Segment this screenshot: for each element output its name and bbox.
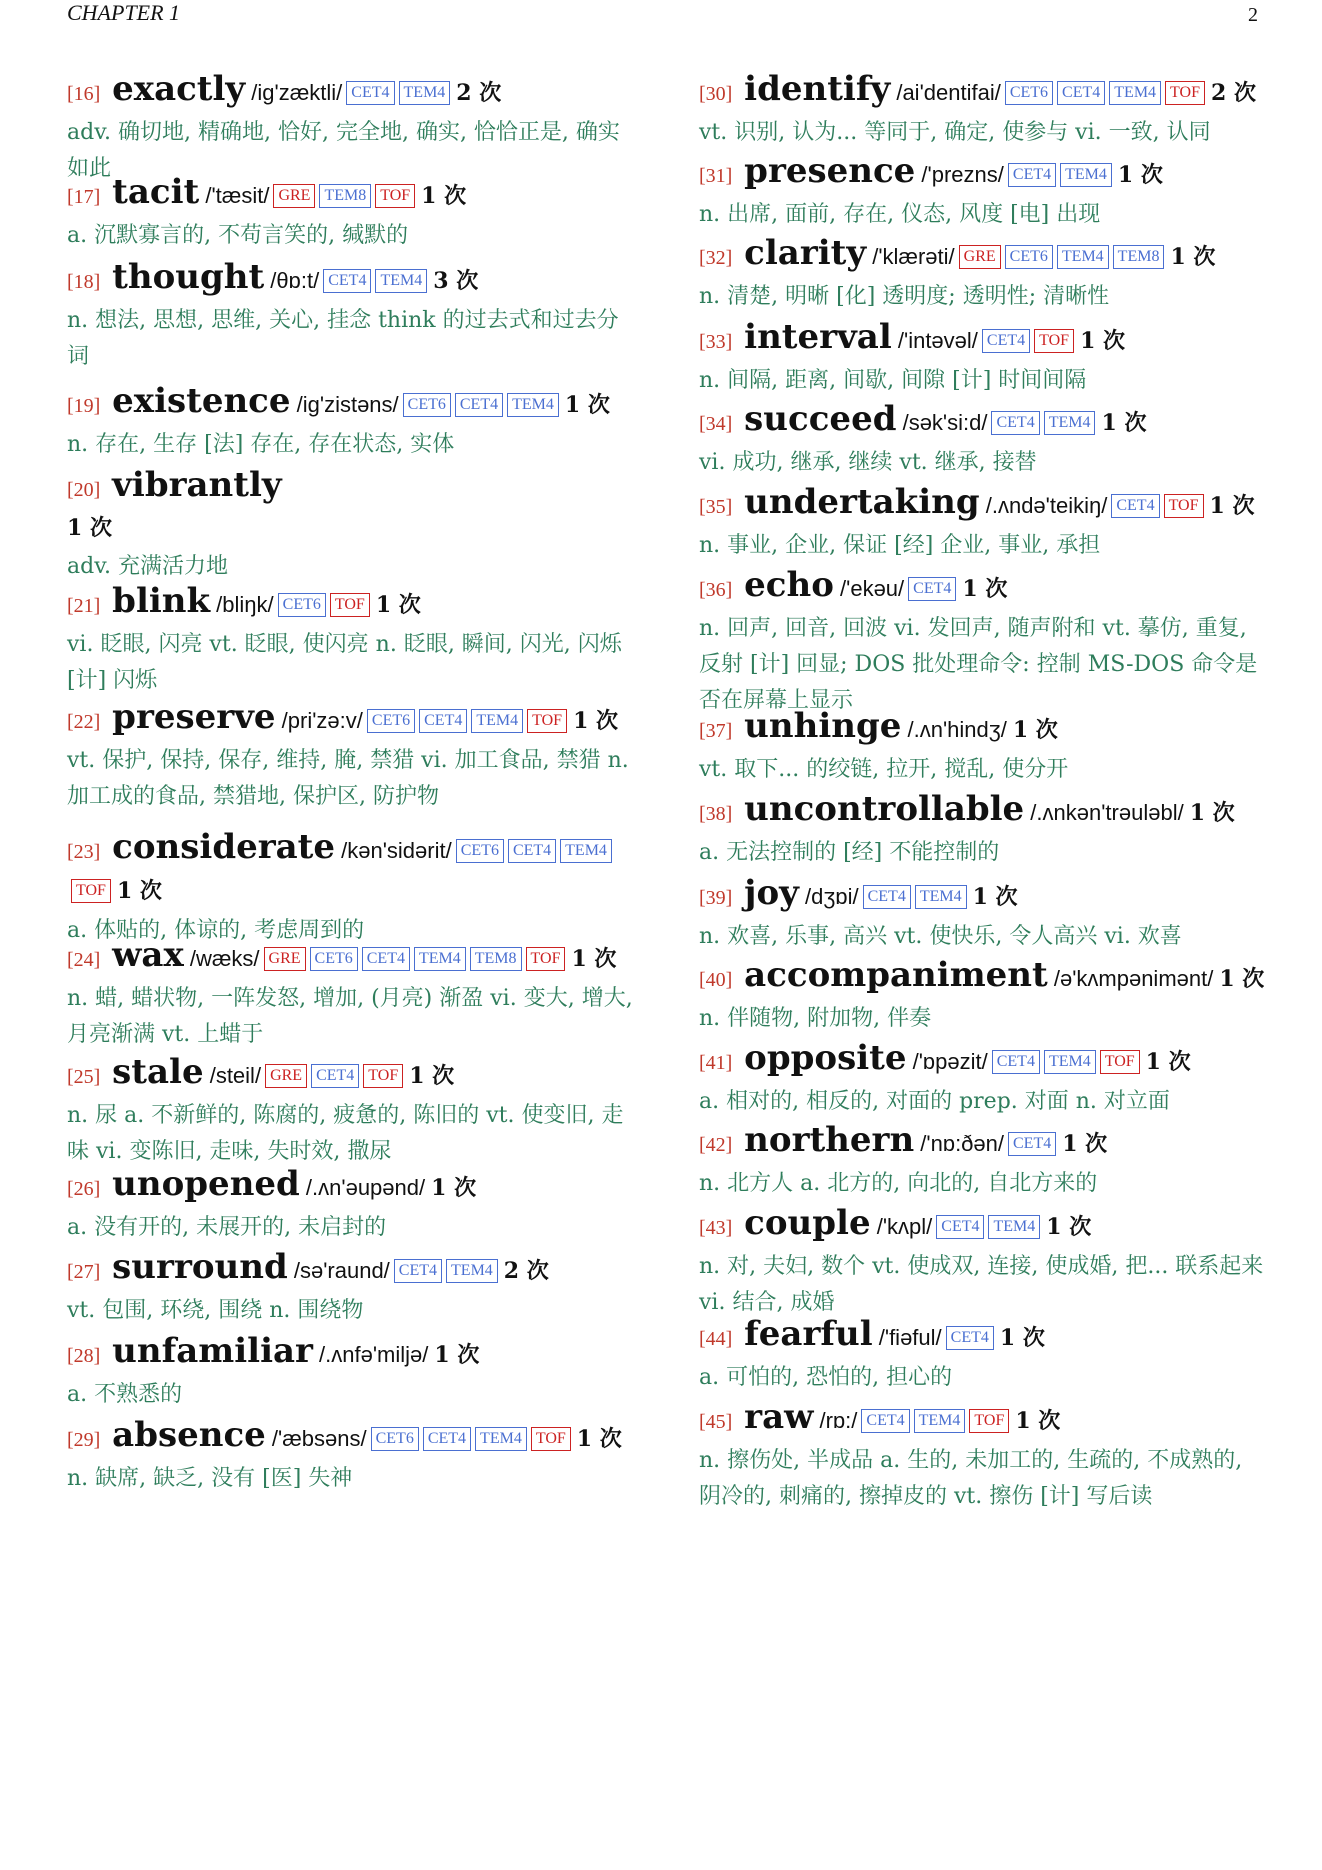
definition: a. 相对的, 相反的, 对面的 prep. 对面 n. 对立面 xyxy=(699,1089,1170,1114)
entry-number: [36] xyxy=(699,579,733,601)
word-entry xyxy=(67,1332,637,1413)
entry-number: [28] xyxy=(67,1345,101,1367)
headword: unhinge xyxy=(732,706,902,746)
headword: uncontrollable xyxy=(732,789,1025,829)
occurrence-count: 1 次 xyxy=(1145,1049,1191,1075)
definition: n. 存在, 生存 [法] 存在, 存在状态, 实体 xyxy=(67,432,455,457)
exam-tag: TOF xyxy=(526,947,566,971)
exam-tag: CET4 xyxy=(423,1427,471,1451)
pronunciation: /'klærəti/ xyxy=(866,244,955,269)
occurrence-count: 1 次 xyxy=(421,183,467,209)
headword: preserve xyxy=(100,697,276,737)
definition: n. 回声, 回音, 回波 vi. 发回声, 随声附和 vt. 摹仿, 重复, 反射 [计] 回显; DOS 批处理命令: 控制 MS-DOS 命令是否在屏幕上显示 xyxy=(699,616,1258,713)
definition: vt. 保护, 保持, 保存, 维持, 腌, 禁猎 vi. 加工食品, 禁猎 n. 加工成的食品, 禁猎地, 保护区, 防护物 xyxy=(67,748,629,809)
pronunciation: /ə'kʌmpənimənt/ xyxy=(1047,966,1214,991)
entry-head xyxy=(699,70,1269,114)
headword: considerate xyxy=(100,827,336,867)
word-entry xyxy=(67,258,637,375)
pronunciation: /wæks/ xyxy=(183,946,260,971)
exam-tag: CET4 xyxy=(323,269,371,293)
word-entry xyxy=(699,956,1269,1037)
exam-tag: TOF xyxy=(531,1427,571,1451)
entry-number: [25] xyxy=(67,1066,101,1088)
word-entry xyxy=(67,173,637,254)
entry-number: [30] xyxy=(699,83,733,105)
exam-tag: CET4 xyxy=(946,1326,994,1350)
entry-number: [21] xyxy=(67,595,101,617)
pronunciation: /.ʌn'əupənd/ xyxy=(299,1175,426,1200)
exam-tag: TEM4 xyxy=(1057,245,1109,269)
headword: couple xyxy=(732,1203,871,1243)
exam-tag: CET4 xyxy=(936,1215,984,1239)
entry-head xyxy=(699,483,1269,527)
occurrence-count: 1 次 xyxy=(1209,493,1255,519)
definition: n. 出席, 面前, 存在, 仪态, 风度 [电] 出现 xyxy=(699,202,1101,227)
entry-number: [33] xyxy=(699,331,733,353)
pronunciation: /.ʌndə'teikiŋ/ xyxy=(979,493,1108,518)
pronunciation: /rɒ:/ xyxy=(813,1408,858,1433)
exam-tag: CET4 xyxy=(394,1259,442,1283)
pronunciation: /'æbsəns/ xyxy=(265,1426,367,1451)
pronunciation: /ig'zæktli/ xyxy=(245,80,343,105)
exam-tag: CET4 xyxy=(1057,81,1105,105)
word-entry xyxy=(67,466,637,585)
occurrence-count: 1 次 xyxy=(67,515,112,541)
definition: n. 事业, 企业, 保证 [经] 企业, 事业, 承担 xyxy=(699,533,1101,558)
entry-head xyxy=(699,1315,1269,1359)
exam-tag: CET6 xyxy=(1005,81,1053,105)
occurrence-count: 2 次 xyxy=(456,80,502,106)
count-line xyxy=(67,510,637,548)
entry-number: [18] xyxy=(67,271,101,293)
definition: vt. 识别, 认为... 等同于, 确定, 使参与 vi. 一致, 认同 xyxy=(699,120,1211,145)
definition: n. 对, 夫妇, 数个 vt. 使成双, 连接, 使成婚, 把... 联系起来 vi. 结合, 成婚 xyxy=(699,1254,1264,1315)
exam-tag: TEM4 xyxy=(1109,81,1161,105)
definition: n. 欢喜, 乐事, 高兴 vt. 使快乐, 令人高兴 vi. 欢喜 xyxy=(699,924,1182,949)
word-entry xyxy=(699,1039,1269,1120)
word-entry xyxy=(699,1315,1269,1396)
entry-number: [26] xyxy=(67,1178,101,1200)
pronunciation: /'kʌpl/ xyxy=(870,1214,933,1239)
exam-tag: TOF xyxy=(330,593,370,617)
exam-tag: CET4 xyxy=(991,411,1039,435)
exam-tag: CET4 xyxy=(508,839,556,863)
headword: absence xyxy=(100,1415,266,1455)
pronunciation: /'prezns/ xyxy=(915,162,1004,187)
exam-tag: TEM4 xyxy=(375,269,427,293)
occurrence-count: 3 次 xyxy=(433,268,479,294)
entry-head xyxy=(67,1416,637,1460)
pronunciation: /'tæsit/ xyxy=(199,183,270,208)
entry-number: [31] xyxy=(699,165,733,187)
exam-tag: CET4 xyxy=(1008,1132,1056,1156)
exam-tag: GRE xyxy=(265,1064,307,1088)
exam-tag: TEM4 xyxy=(1044,411,1096,435)
entry-number: [22] xyxy=(67,711,101,733)
exam-tag: CET4 xyxy=(908,577,956,601)
exam-tag: TOF xyxy=(527,709,567,733)
occurrence-count: 1 次 xyxy=(564,392,610,418)
entry-number: [20] xyxy=(67,479,101,501)
entry-number: [37] xyxy=(699,720,733,742)
word-entry xyxy=(699,400,1269,481)
headword: vibrantly xyxy=(100,465,282,505)
occurrence-count: 1 次 xyxy=(972,884,1018,910)
exam-tag: TEM4 xyxy=(475,1427,527,1451)
occurrence-count: 1 次 xyxy=(962,576,1008,602)
exam-tag: TEM4 xyxy=(446,1259,498,1283)
entry-number: [43] xyxy=(699,1217,733,1239)
occurrence-count: 1 次 xyxy=(1012,717,1058,743)
definition: vt. 包围, 环绕, 围绕 n. 围绕物 xyxy=(67,1298,364,1323)
exam-tag: TOF xyxy=(1100,1050,1140,1074)
word-entry xyxy=(699,707,1269,788)
entry-number: [38] xyxy=(699,803,733,825)
entry-number: [45] xyxy=(699,1411,733,1433)
headword: existence xyxy=(100,381,291,421)
entry-number: [41] xyxy=(699,1052,733,1074)
word-entry xyxy=(699,1398,1269,1515)
exam-tag: CET4 xyxy=(982,329,1030,353)
entry-number: [19] xyxy=(67,395,101,417)
definition: a. 没有开的, 未展开的, 未启封的 xyxy=(67,1215,387,1240)
exam-tag: GRE xyxy=(959,245,1001,269)
pronunciation: /ai'dentifai/ xyxy=(890,80,1001,105)
entry-head xyxy=(699,956,1269,1000)
pronunciation: /'nɒ:ðən/ xyxy=(914,1131,1004,1156)
word-entry xyxy=(67,1248,637,1329)
definition: n. 尿 a. 不新鲜的, 陈腐的, 疲惫的, 陈旧的 vt. 使变旧, 走味 vi. 变陈旧, 走味, 失时效, 撒尿 xyxy=(67,1103,624,1164)
definition: n. 缺席, 缺乏, 没有 [医] 失神 xyxy=(67,1466,353,1491)
entry-number: [23] xyxy=(67,841,101,863)
word-entry xyxy=(67,1165,637,1246)
pronunciation: /'ekəu/ xyxy=(833,576,905,601)
entry-head xyxy=(67,1332,637,1376)
headword: echo xyxy=(732,565,834,605)
occurrence-count: 1 次 xyxy=(1080,328,1126,354)
definition: vi. 成功, 继承, 继续 vt. 继承, 接替 xyxy=(699,450,1037,475)
headword: tacit xyxy=(100,172,200,212)
headword: opposite xyxy=(732,1038,907,1078)
occurrence-count: 1 次 xyxy=(573,708,619,734)
entry-number: [44] xyxy=(699,1328,733,1350)
word-entry xyxy=(699,70,1269,151)
exam-tag: CET6 xyxy=(310,947,358,971)
headword: blink xyxy=(100,581,211,621)
definition: vt. 取下... 的绞链, 拉开, 搅乱, 使分开 xyxy=(699,757,1069,782)
occurrence-count: 1 次 xyxy=(1219,966,1265,992)
exam-tag: TEM8 xyxy=(319,184,371,208)
entry-number: [34] xyxy=(699,413,733,435)
occurrence-count: 1 次 xyxy=(1117,162,1163,188)
entry-head xyxy=(699,790,1269,834)
entry-head xyxy=(699,234,1269,278)
pronunciation: /'intəvəl/ xyxy=(891,328,978,353)
exam-tag: CET4 xyxy=(992,1050,1040,1074)
entry-head xyxy=(67,70,637,114)
definition: a. 无法控制的 [经] 不能控制的 xyxy=(699,840,1000,865)
definition: n. 伴随物, 附加物, 伴奏 xyxy=(699,1006,932,1031)
entry-number: [16] xyxy=(67,83,101,105)
entry-head xyxy=(67,382,637,426)
entry-head xyxy=(699,1121,1269,1165)
headword: unfamiliar xyxy=(100,1331,313,1371)
definition: n. 擦伤处, 半成品 a. 生的, 未加工的, 生疏的, 不成熟的, 阴冷的, 刺痛的, 擦掉皮的 vt. 擦伤 [计] 写后读 xyxy=(699,1448,1243,1509)
pronunciation: /dʒɒi/ xyxy=(798,884,859,909)
word-entry xyxy=(699,1121,1269,1202)
occurrence-count: 2 次 xyxy=(1210,80,1256,106)
exam-tag: CET4 xyxy=(1111,494,1159,518)
entry-number: [40] xyxy=(699,969,733,991)
occurrence-count: 1 次 xyxy=(1101,410,1147,436)
definition: a. 不熟悉的 xyxy=(67,1382,183,1407)
exam-tag: TOF xyxy=(363,1064,403,1088)
occurrence-count: 1 次 xyxy=(1015,1408,1061,1434)
entry-head xyxy=(699,152,1269,196)
occurrence-count: 1 次 xyxy=(1189,800,1235,826)
exam-tag: CET4 xyxy=(863,885,911,909)
entry-head xyxy=(67,173,637,217)
entry-head xyxy=(699,400,1269,444)
exam-tag: TEM4 xyxy=(471,709,523,733)
exam-tag: TOF xyxy=(1034,329,1074,353)
headword: clarity xyxy=(732,233,867,273)
entry-number: [27] xyxy=(67,1261,101,1283)
exam-tag: TOF xyxy=(969,1409,1009,1433)
definition: n. 间隔, 距离, 间歇, 间隙 [计] 时间间隔 xyxy=(699,368,1087,393)
word-entry xyxy=(67,698,637,815)
exam-tag: TEM4 xyxy=(507,393,559,417)
entry-head xyxy=(67,828,637,912)
definition: vi. 眨眼, 闪亮 vt. 眨眼, 使闪亮 n. 眨眼, 瞬间, 闪光, 闪烁 [计] 闪烁 xyxy=(67,632,622,693)
exam-tag: TEM4 xyxy=(1044,1050,1096,1074)
definition: a. 沉默寡言的, 不苟言笑的, 缄默的 xyxy=(67,223,409,248)
entry-head xyxy=(67,1165,637,1209)
occurrence-count: 1 次 xyxy=(571,946,617,972)
exam-tag: CET6 xyxy=(456,839,504,863)
pronunciation: /sək'si:d/ xyxy=(896,410,988,435)
exam-tag: TOF xyxy=(375,184,415,208)
entry-number: [32] xyxy=(699,247,733,269)
headword: unopened xyxy=(100,1164,300,1204)
pronunciation: /'fiəful/ xyxy=(872,1325,942,1350)
entry-head xyxy=(699,707,1269,751)
word-entry xyxy=(67,1416,637,1497)
definition: a. 体贴的, 体谅的, 考虑周到的 xyxy=(67,918,365,943)
definition: n. 清楚, 明晰 [化] 透明度; 透明性; 清晰性 xyxy=(699,284,1110,309)
exam-tag: TOF xyxy=(1164,494,1204,518)
definition: n. 北方人 a. 北方的, 向北的, 自北方来的 xyxy=(699,1171,1098,1196)
word-entry xyxy=(699,1204,1269,1321)
exam-tag: TEM4 xyxy=(915,885,967,909)
headword: stale xyxy=(100,1052,204,1092)
entry-number: [35] xyxy=(699,496,733,518)
exam-tag: CET4 xyxy=(419,709,467,733)
exam-tag: TEM8 xyxy=(470,947,522,971)
occurrence-count: 1 次 xyxy=(576,1426,622,1452)
word-entry xyxy=(67,70,637,187)
exam-tag: GRE xyxy=(273,184,315,208)
occurrence-count: 1 次 xyxy=(1170,244,1216,270)
pronunciation: /steil/ xyxy=(203,1063,262,1088)
word-entry xyxy=(67,382,637,463)
pronunciation: /.ʌnfə'miljə/ xyxy=(312,1342,429,1367)
entry-head xyxy=(699,1039,1269,1083)
exam-tag: TOF xyxy=(1165,81,1205,105)
headword: raw xyxy=(732,1397,814,1437)
headword: exactly xyxy=(100,69,246,109)
exam-tag: CET6 xyxy=(278,593,326,617)
entry-head xyxy=(67,1053,637,1097)
occurrence-count: 1 次 xyxy=(1062,1131,1108,1157)
headword: surround xyxy=(100,1247,288,1287)
headword: succeed xyxy=(732,399,897,439)
exam-tag: TEM4 xyxy=(988,1215,1040,1239)
headword: joy xyxy=(732,873,799,913)
word-entry xyxy=(699,152,1269,233)
word-entry xyxy=(699,874,1269,955)
headword: presence xyxy=(732,151,916,191)
word-entry xyxy=(699,790,1269,871)
headword: accompaniment xyxy=(732,955,1048,995)
headword: wax xyxy=(100,935,184,975)
exam-tag: CET4 xyxy=(455,393,503,417)
pronunciation: /bliŋk/ xyxy=(210,592,274,617)
definition: a. 可怕的, 恐怕的, 担心的 xyxy=(699,1365,953,1390)
occurrence-count: 1 次 xyxy=(999,1325,1045,1351)
exam-tag: TOF xyxy=(71,879,111,903)
chapter-title: CHAPTER 1 xyxy=(67,0,181,25)
occurrence-count: 1 次 xyxy=(1046,1214,1092,1240)
entry-head xyxy=(67,1248,637,1292)
word-entry xyxy=(699,234,1269,315)
exam-tag: CET6 xyxy=(1005,245,1053,269)
headword: interval xyxy=(732,317,892,357)
exam-tag: TEM4 xyxy=(414,947,466,971)
pronunciation: /ig'zistəns/ xyxy=(290,392,399,417)
exam-tag: GRE xyxy=(264,947,306,971)
occurrence-count: 1 次 xyxy=(375,592,421,618)
entry-head xyxy=(67,582,637,626)
exam-tag: CET4 xyxy=(346,81,394,105)
exam-tag: TEM4 xyxy=(1060,163,1112,187)
entry-head xyxy=(67,936,637,980)
entry-number: [17] xyxy=(67,186,101,208)
occurrence-count: 2 次 xyxy=(503,1258,549,1284)
entry-head xyxy=(67,466,637,510)
headword: fearful xyxy=(732,1314,873,1354)
definition: n. 蜡, 蜡状物, 一阵发怒, 增加, (月亮) 渐盈 vi. 变大, 增大, 月亮渐满 vt. 上蜡于 xyxy=(67,986,633,1047)
pronunciation: /kən'sidərit/ xyxy=(335,838,452,863)
entry-number: [24] xyxy=(67,949,101,971)
occurrence-count: 1 次 xyxy=(431,1175,477,1201)
exam-tag: TEM4 xyxy=(560,839,612,863)
entry-head xyxy=(699,1398,1269,1442)
word-entry xyxy=(67,828,637,949)
definition: n. 想法, 思想, 思维, 关心, 挂念 think 的过去式和过去分词 xyxy=(67,308,619,369)
definition: adv. 确切地, 精确地, 恰好, 完全地, 确实, 恰恰正是, 确实如此 xyxy=(67,120,620,181)
exam-tag: CET6 xyxy=(371,1427,419,1451)
page-number: 2 xyxy=(1248,4,1258,26)
word-entry xyxy=(699,566,1269,719)
exam-tag: TEM4 xyxy=(399,81,451,105)
word-entry xyxy=(699,318,1269,399)
headword: undertaking xyxy=(732,482,980,522)
headword: identify xyxy=(732,69,891,109)
exam-tag: CET4 xyxy=(311,1064,359,1088)
entry-head xyxy=(699,566,1269,610)
exam-tag: TEM8 xyxy=(1113,245,1165,269)
entry-number: [29] xyxy=(67,1429,101,1451)
headword: thought xyxy=(100,257,265,297)
word-entry xyxy=(67,1053,637,1170)
exam-tag: CET6 xyxy=(367,709,415,733)
occurrence-count: 1 次 xyxy=(116,878,162,904)
pronunciation: /'ɒpəzit/ xyxy=(906,1049,988,1074)
occurrence-count: 1 次 xyxy=(409,1063,455,1089)
headword: northern xyxy=(732,1120,915,1160)
exam-tag: TEM4 xyxy=(914,1409,966,1433)
word-entry xyxy=(67,582,637,699)
entry-head xyxy=(699,318,1269,362)
definition: adv. 充满活力地 xyxy=(67,554,229,579)
pronunciation: /.ʌn'hindʒ/ xyxy=(901,717,1007,742)
entry-number: [39] xyxy=(699,887,733,909)
occurrence-count: 1 次 xyxy=(434,1342,480,1368)
word-entry xyxy=(699,483,1269,564)
entry-head xyxy=(67,698,637,742)
exam-tag: CET4 xyxy=(362,947,410,971)
exam-tag: CET4 xyxy=(861,1409,909,1433)
entry-head xyxy=(67,258,637,302)
pronunciation: /pri'zə:v/ xyxy=(275,708,363,733)
exam-tag: CET4 xyxy=(1008,163,1056,187)
entry-number: [42] xyxy=(699,1134,733,1156)
exam-tag: CET6 xyxy=(403,393,451,417)
pronunciation: /.ʌnkən'trəuləbl/ xyxy=(1024,800,1184,825)
word-entry xyxy=(67,936,637,1053)
pronunciation: /θɒ:t/ xyxy=(264,268,320,293)
entry-head xyxy=(699,874,1269,918)
pronunciation: /sə'raund/ xyxy=(287,1258,390,1283)
entry-head xyxy=(699,1204,1269,1248)
